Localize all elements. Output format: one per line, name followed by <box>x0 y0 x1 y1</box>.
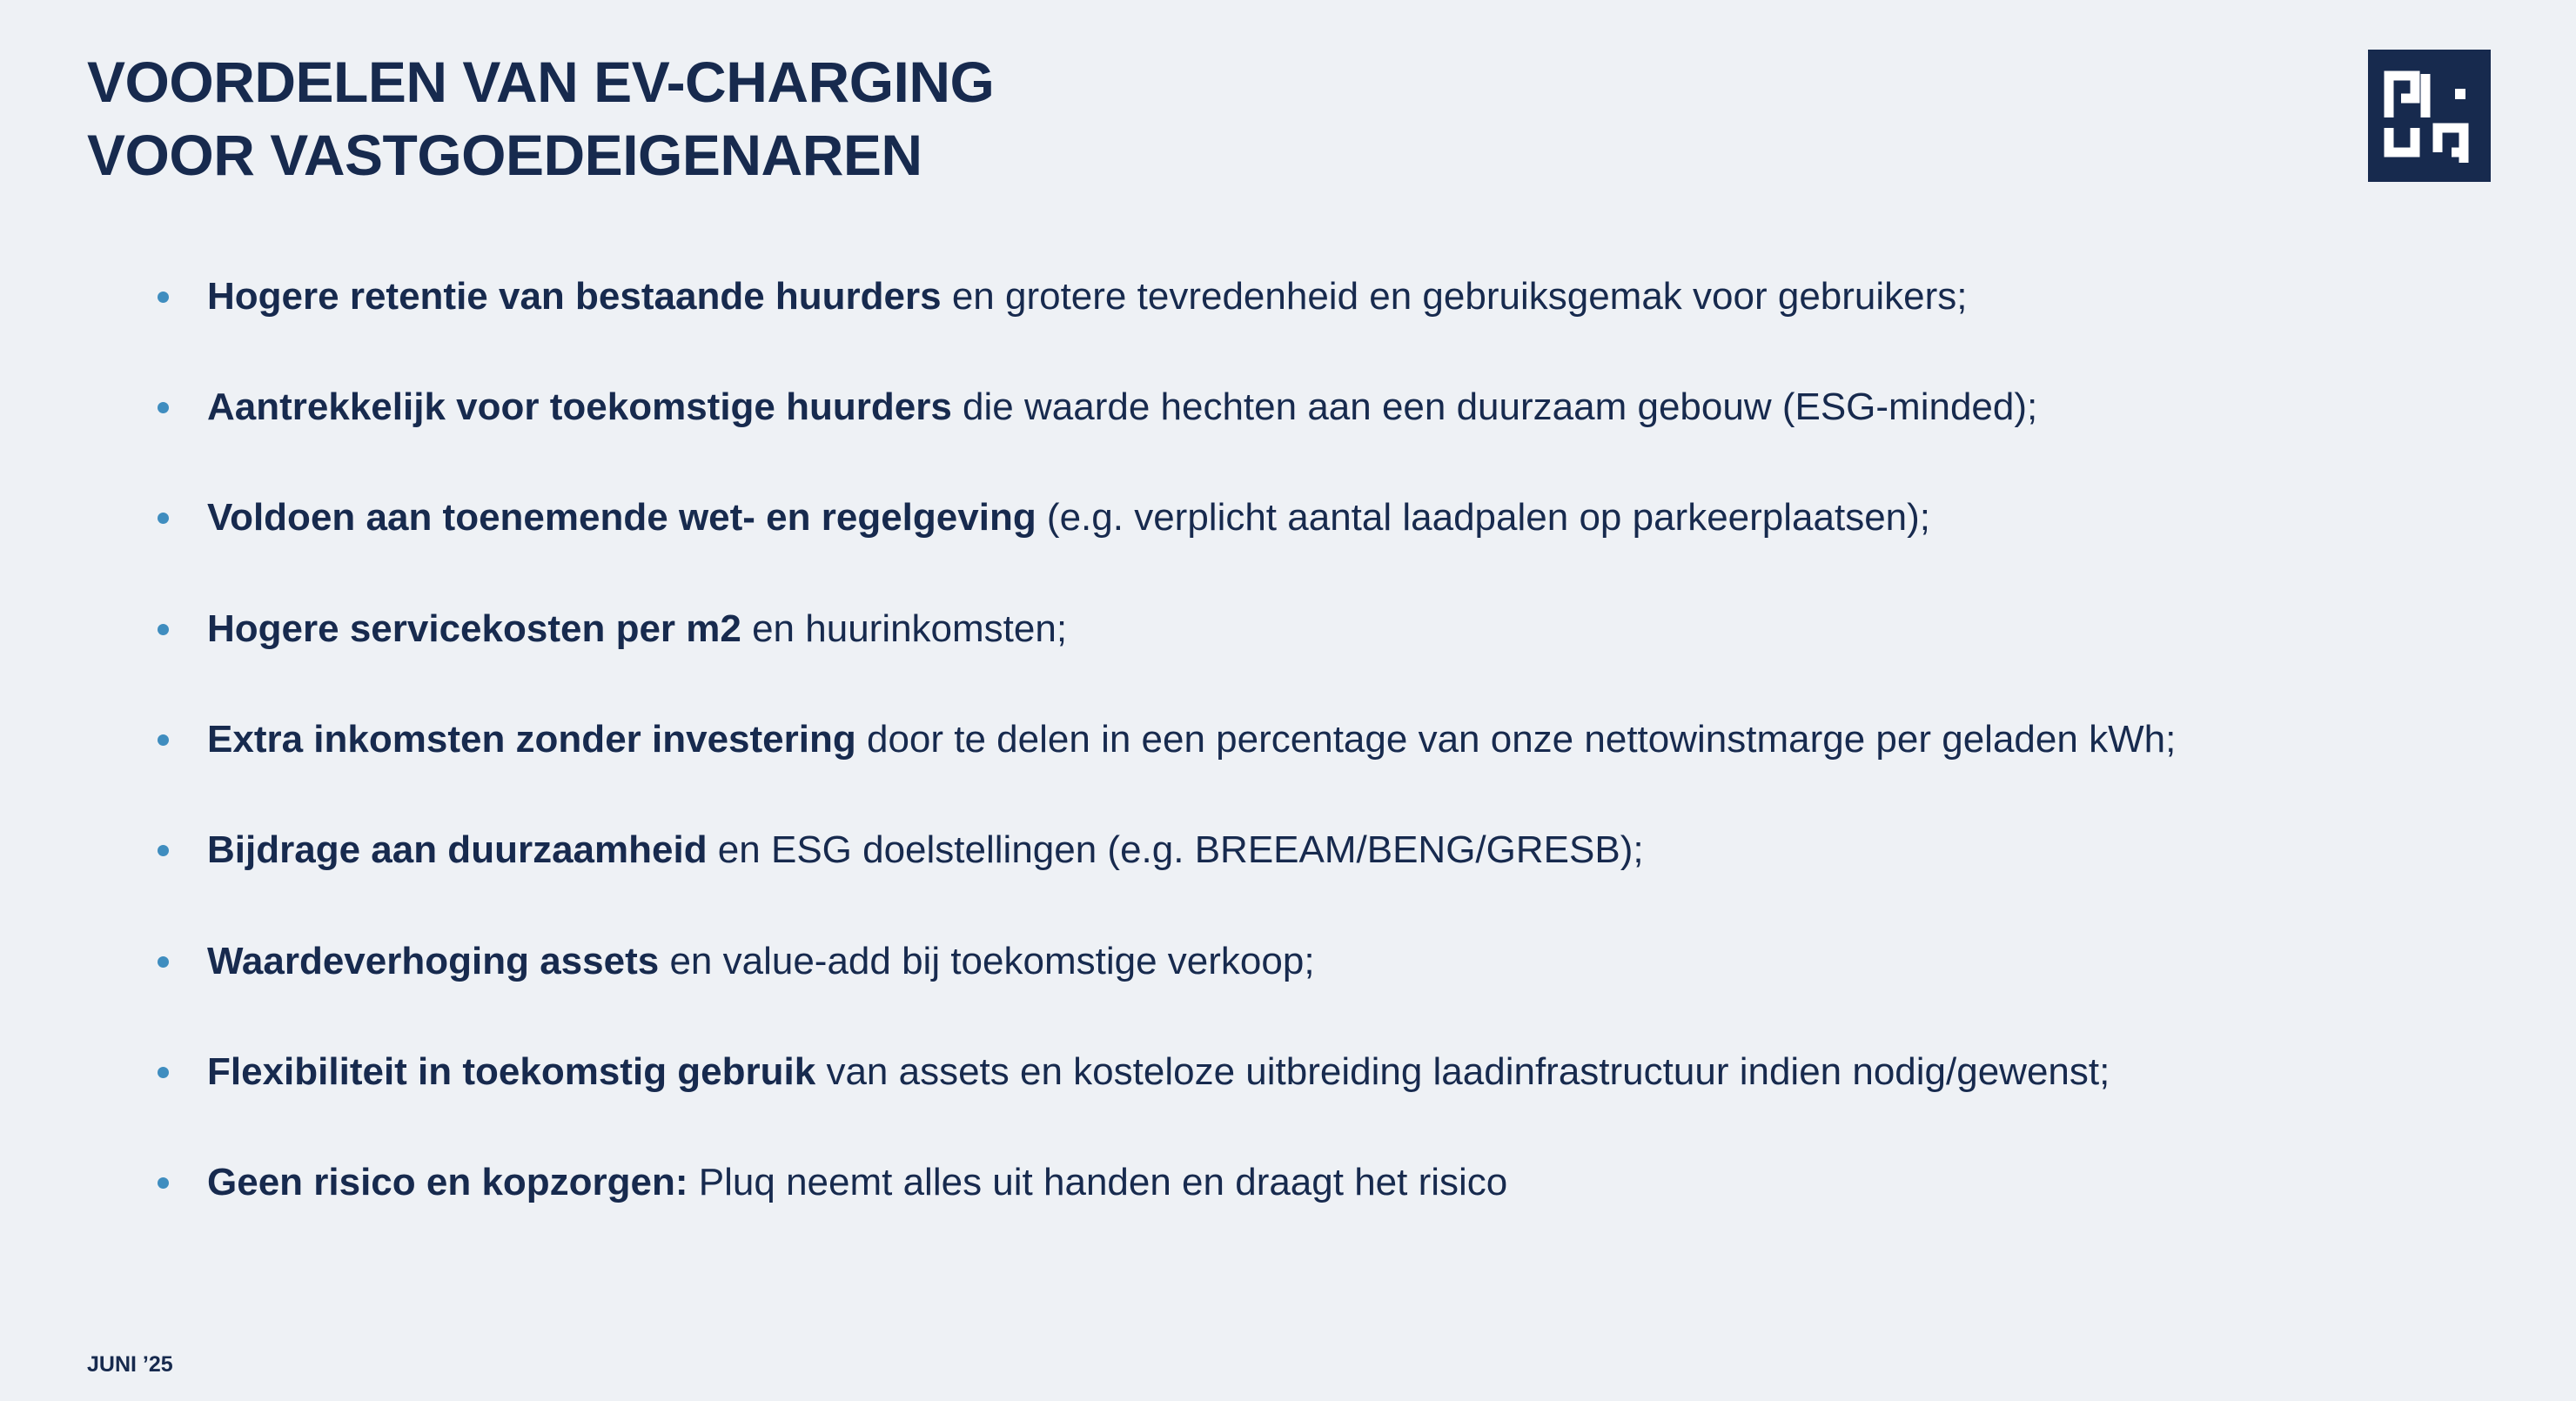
benefit-bold: Waardeverhoging assets <box>207 940 660 982</box>
benefit-item <box>155 487 2418 548</box>
benefit-text <box>207 599 1067 660</box>
benefit-bold: Voldoen aan toenemende wet- en regelgeving <box>207 496 1036 539</box>
benefit-rest: en value-add bij toekomstige verkoop; <box>659 940 1315 982</box>
benefit-rest: en ESG doelstellingen (e.g. BREEAM/BENG/GRESB); <box>707 828 1644 871</box>
benefit-item <box>155 1152 2418 1213</box>
benefit-bold: Flexibiliteit in toekomstig gebruik <box>207 1050 816 1093</box>
title-line-1: VOORDELEN VAN EV-CHARGING <box>87 50 995 114</box>
benefit-bold: Hogere servicekosten per m2 <box>207 607 741 650</box>
bullet-icon <box>158 956 169 968</box>
bullet-icon <box>158 1067 169 1078</box>
bullet-icon <box>158 513 169 524</box>
benefit-bold: Hogere retentie van bestaande huurders <box>207 275 942 318</box>
benefit-item <box>155 377 2418 438</box>
benefit-text <box>207 820 1644 881</box>
benefit-item <box>155 599 2418 660</box>
benefit-bold: Geen risico en kopzorgen: <box>207 1161 688 1203</box>
benefit-item <box>155 931 2418 992</box>
bullet-icon <box>158 402 169 413</box>
benefit-text <box>207 377 2037 438</box>
benefit-rest: van assets en kosteloze uitbreiding laadinfrastructuur indien nodig/gewenst; <box>815 1050 2110 1093</box>
title-line-2: VOOR VASTGOEDEIGENAREN <box>87 123 922 187</box>
benefit-text <box>207 1042 2110 1103</box>
benefit-rest: en huurinkomsten; <box>741 607 1068 650</box>
benefit-text <box>207 266 1968 327</box>
benefit-bold: Aantrekkelijk voor toekomstige huurders <box>207 385 952 428</box>
benefit-bold: Extra inkomsten zonder investering <box>207 718 856 761</box>
benefit-rest: Pluq neemt alles uit handen en draagt het risico <box>688 1161 1508 1203</box>
benefit-rest: (e.g. verplicht aantal laadpalen op parkeerplaatsen); <box>1036 496 1931 539</box>
pluq-logo <box>2368 50 2491 182</box>
benefit-text <box>207 709 2176 770</box>
bullet-icon <box>158 1177 169 1189</box>
benefit-rest: die waarde hechten aan een duurzaam gebouw (ESG-minded); <box>951 385 2038 428</box>
bullet-icon <box>158 624 169 635</box>
pluq-logo-icon <box>2368 50 2491 182</box>
benefit-text <box>207 1152 1507 1213</box>
slide-title <box>87 45 994 191</box>
benefit-item <box>155 266 2418 327</box>
benefit-text <box>207 931 1315 992</box>
benefit-rest: en grotere tevredenheid en gebruiksgemak voor gebruikers; <box>941 275 1968 318</box>
benefit-item <box>155 820 2418 881</box>
benefit-item <box>155 1042 2418 1103</box>
footer-date: JUNI ’25 <box>87 1352 173 1377</box>
bullet-icon <box>158 292 169 303</box>
benefit-text <box>207 487 1930 548</box>
bullet-icon <box>158 845 169 856</box>
benefit-bold: Bijdrage aan duurzaamheid <box>207 828 708 871</box>
bullet-icon <box>158 734 169 746</box>
benefit-rest: door te delen in een percentage van onze nettowinstmarge per geladen kWh; <box>855 718 2177 761</box>
benefit-item <box>155 709 2418 770</box>
